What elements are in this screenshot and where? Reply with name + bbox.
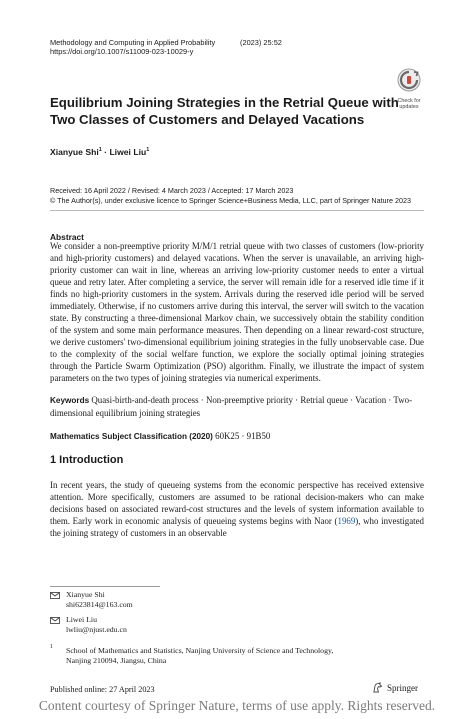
- citation-link[interactable]: 1969: [337, 516, 356, 526]
- keywords-text: Quasi-birth-and-death process · Non-preemptive priority · Retrial queue · Vacation · Two-dimensional equilibrium joining strategies: [50, 395, 413, 418]
- intro-text-before: In recent years, the study of queueing systems from the economic perspective has received extensive attention. More specifically, customers are assumed to be rational decision-makers who can make decisions based on associated reward-cost structures and the levels of system information available to them. Early work in economic analysis of queueing systems begins with Naor (: [50, 480, 424, 526]
- history-dates: Received: 16 April 2022 / Revised: 4 March 2023 / Accepted: 17 March 2023: [50, 186, 294, 195]
- intro-text-after: ), who investigated the joining strategy of customers in an observable: [50, 516, 424, 538]
- msc-codes: 60K25 · 91B50: [215, 431, 271, 441]
- header-divider: [50, 210, 424, 211]
- footnote-divider: [50, 586, 160, 587]
- courtesy-watermark: Content courtesy of Springer Nature, terms of use apply. Rights reserved.: [38, 698, 436, 713]
- author-affil-sup: 1: [98, 147, 102, 154]
- introduction-paragraph: [50, 479, 424, 539]
- keywords-label: Keywords: [50, 396, 90, 405]
- section-heading-introduction: 1 Introduction: [50, 454, 124, 466]
- envelope-icon: [50, 592, 60, 599]
- journal-name: Methodology and Computing in Applied Probability: [50, 38, 216, 47]
- badge-line1: Check for: [397, 98, 421, 104]
- journal-volume: (2023) 25:52: [240, 38, 282, 47]
- affiliation-line: School of Mathematics and Statistics, Nanjing University of Science and Technology,: [66, 646, 334, 655]
- published-date: Published online: 27 April 2023: [50, 685, 155, 694]
- keywords-block: [50, 394, 424, 419]
- msc-block: [50, 430, 424, 443]
- publisher-name: Springer: [387, 682, 418, 693]
- author-email[interactable]: lwliu@njust.edu.cn: [66, 625, 127, 634]
- copyright-line: © The Author(s), under exclusive licence to Springer Science+Business Media, LLC, part of Springer Nature 2023: [50, 196, 411, 205]
- doi-link[interactable]: https://doi.org/10.1007/s11009-023-10029-y: [50, 47, 194, 56]
- badge-line2: updates: [399, 104, 419, 110]
- corresponding-author-email[interactable]: shi623814@163.com: [66, 600, 133, 609]
- envelope-icon: [50, 617, 60, 624]
- affiliation-number: 1: [50, 644, 53, 650]
- author-list: [50, 147, 149, 157]
- springer-horse-icon: [372, 682, 383, 693]
- abstract-heading: Abstract: [50, 232, 84, 242]
- affiliation-line: Nanjing 210094, Jiangsu, China: [66, 656, 167, 665]
- author-affil-sup: 1: [146, 147, 150, 154]
- publisher-logo: [372, 682, 418, 693]
- msc-label: Mathematics Subject Classification (2020): [50, 432, 213, 441]
- check-for-updates-icon: [397, 68, 421, 92]
- author-name[interactable]: Liwei Liu: [109, 147, 147, 157]
- author-separator: ·: [104, 147, 108, 157]
- author-name[interactable]: Xianyue Shi: [50, 147, 99, 157]
- corresponding-author-name: Xianyue Shi: [66, 590, 105, 599]
- abstract-body: We consider a non-preemptive priority M/M/1 retrial queue with two classes of customers (low-priority and high-priority customers) and delayed vacations. When the server is unavailable, an arriving high-priority customer can wait in line, whereas an arriving low-priority customer needs to enter a virtual queue and retry later. After completing a service, the server will remain idle for a reserved idle time if it finds no high-priority customers in the system. Arrivals during the reserved idle period will be served immediately. Otherwise, if no customers arrive during this interval, the server will switch to the vacation state. By constructing a three-dimensional Markov chain, we successively obtain the stability condition of the system and some main performance measures. Then depending on a linear reward-cost structure, we derive customers' two-dimensional equilibrium joining strategies in the fully unobservable case. Due to the complexity of the social welfare function, we explore the socially optimal joining strategies through the Particle Swarm Optimization (PSO) algorithm. Finally, we illustrate the impact of system parameters on the two types of joining strategies via numerical experiments.: [50, 241, 424, 383]
- author-name: Liwei Liu: [66, 615, 97, 624]
- paper-title: Equilibrium Joining Strategies in the Retrial Queue with Two Classes of Customers and Delayed Vacations: [50, 95, 399, 127]
